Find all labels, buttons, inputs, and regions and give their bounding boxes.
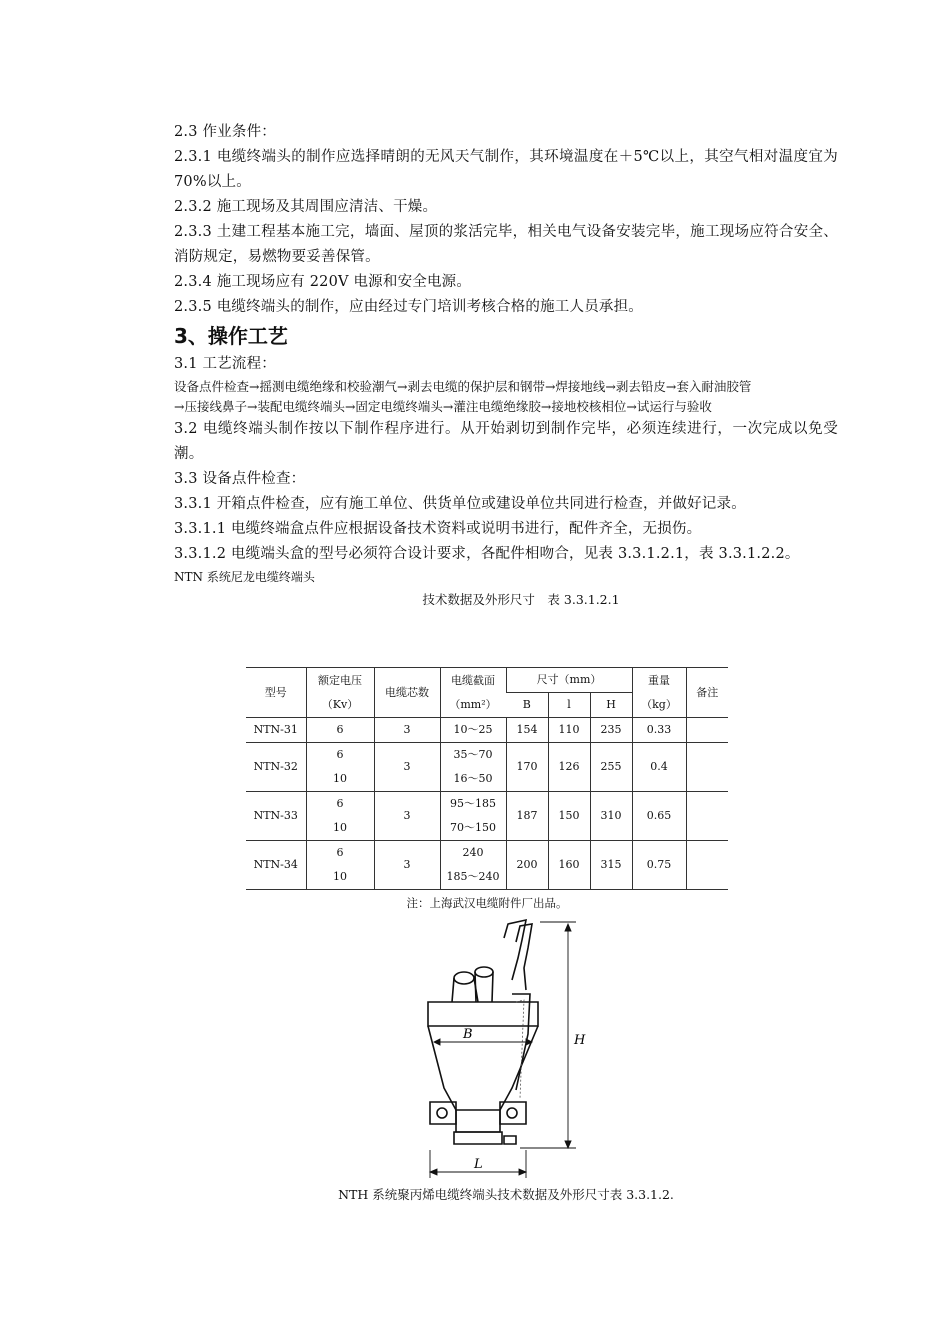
cell-model: NTN-33	[246, 792, 306, 841]
table-row	[246, 792, 728, 841]
cell-weight: 0.4	[632, 743, 686, 792]
header-model	[246, 668, 306, 718]
header-cores-text: 电缆芯数	[385, 685, 429, 699]
cell-b: 154	[506, 718, 548, 743]
cell-b: 187	[506, 792, 548, 841]
cell-voltage-a: 6	[336, 748, 344, 761]
header-voltage-unit: （Kv）	[321, 697, 359, 711]
header-size	[506, 668, 632, 693]
header-remark-text: 备注	[696, 685, 719, 699]
para-3-3: 3.3 设备点件检查：	[174, 471, 306, 487]
header-voltage-text: 额定电压	[318, 673, 362, 687]
cell-cores: 3	[374, 841, 440, 890]
cell-section-a: 240	[462, 846, 484, 859]
cell-section-b: 16～50	[453, 772, 493, 785]
section-heading-3: 3、操作工艺	[174, 324, 288, 348]
cell-section-a: 35～70	[453, 748, 493, 761]
cell-b: 170	[506, 743, 548, 792]
header-model-text: 型号	[264, 685, 287, 699]
header-b: B	[506, 693, 548, 718]
para-2-3-1: 2.3.1 电缆终端头的制作应选择晴朗的无风天气制作，其环境温度在＋5℃以上，其空气相对温度宜为70%以上。	[174, 149, 838, 190]
cell-cores: 3	[374, 792, 440, 841]
para-3-3-1: 3.3.1 开箱点件检查，应有施工单位、供货单位或建设单位共同进行检查，并做好记录。	[174, 496, 746, 512]
figure-caption: NTH 系统聚丙烯电缆终端头技术数据及外形尺寸表 3.3.1.2.	[338, 1187, 674, 1202]
terminal-head-drawing	[420, 918, 590, 1186]
cell-remark	[686, 792, 728, 841]
label-l: L	[474, 1157, 483, 1172]
cell-voltage-b: 10	[333, 772, 347, 785]
table-row	[246, 841, 728, 890]
para-3-3-1-2: 3.3.1.2 电缆端头盒的型号必须符合设计要求，各配件相吻合，见表 3.3.1.2.1，表 3.3.1.2.2。	[174, 546, 800, 562]
table-title: 技术数据及外形尺寸 表 3.3.1.2.1	[422, 592, 620, 607]
cell-voltage: 6	[306, 718, 374, 743]
ntn-subtitle: NTN 系统尼龙电缆终端头	[174, 570, 315, 584]
cell-remark	[686, 743, 728, 792]
header-weight	[632, 668, 686, 718]
cell-l: 150	[548, 792, 590, 841]
cell-h: 235	[590, 718, 632, 743]
cell-cores: 3	[374, 743, 440, 792]
cell-voltage-b: 10	[333, 821, 347, 834]
cell-voltage-a: 6	[336, 797, 344, 810]
cell-weight: 0.65	[632, 792, 686, 841]
header-size-text: 尺寸（mm）	[536, 673, 602, 686]
table-row	[246, 718, 728, 743]
header-section-unit: （mm²）	[449, 697, 497, 711]
spec-table	[246, 667, 728, 890]
cell-cores: 3	[374, 718, 440, 743]
cell-voltage	[306, 792, 374, 841]
cell-voltage-b: 10	[333, 870, 347, 883]
process-flow-line-2: →压接线鼻子→装配电缆终端头→固定电缆终端头→灌注电缆绝缘胶→接地校核相位→试运行与验收	[174, 399, 712, 414]
cell-h: 255	[590, 743, 632, 792]
header-cores	[374, 668, 440, 718]
cell-weight: 0.75	[632, 841, 686, 890]
header-l: l	[548, 693, 590, 718]
cell-section-a: 95～185	[450, 797, 496, 810]
cell-l: 160	[548, 841, 590, 890]
terminal-head-svg	[420, 918, 590, 1182]
para-2-3-3: 2.3.3 土建工程基本施工完，墙面、屋顶的浆活完毕，相关电气设备安装完毕，施工现场应符合安全、消防规定，易燃物要妥善保管。	[174, 224, 838, 265]
cell-h: 315	[590, 841, 632, 890]
table-row	[246, 743, 728, 792]
cell-model: NTN-32	[246, 743, 306, 792]
cell-remark	[686, 718, 728, 743]
cell-voltage-a: 6	[336, 846, 344, 859]
cell-h: 310	[590, 792, 632, 841]
para-2-3: 2.3 作业条件：	[174, 124, 276, 140]
cell-l: 126	[548, 743, 590, 792]
cell-model: NTN-34	[246, 841, 306, 890]
header-voltage	[306, 668, 374, 718]
header-section-text: 电缆截面	[451, 673, 495, 687]
header-h: H	[590, 693, 632, 718]
document-body	[174, 120, 838, 611]
para-3-2: 3.2 电缆终端头制作按以下制作程序进行。从开始剥切到制作完毕，必须连续进行，一次完成以免受潮。	[174, 421, 838, 462]
cell-section	[440, 792, 506, 841]
cell-voltage	[306, 743, 374, 792]
table-note: 注：上海武汉电缆附件厂出品。	[406, 896, 568, 910]
cell-section	[440, 841, 506, 890]
cell-section: 10～25	[440, 718, 506, 743]
header-section	[440, 668, 506, 718]
header-weight-unit: （kg）	[641, 697, 677, 711]
cell-voltage	[306, 841, 374, 890]
label-h: H	[574, 1033, 586, 1048]
cell-section	[440, 743, 506, 792]
para-3-1: 3.1 工艺流程：	[174, 356, 276, 372]
figure-caption-block	[174, 1184, 838, 1206]
header-remark	[686, 668, 728, 718]
cell-remark	[686, 841, 728, 890]
para-2-3-4: 2.3.4 施工现场应有 220V 电源和安全电源。	[174, 274, 472, 290]
cell-weight: 0.33	[632, 718, 686, 743]
cell-section-b: 185～240	[446, 870, 500, 883]
header-weight-text: 重量	[648, 673, 670, 687]
cell-b: 200	[506, 841, 548, 890]
cell-model: NTN-31	[246, 718, 306, 743]
cell-section-b: 70～150	[450, 821, 496, 834]
para-2-3-5: 2.3.5 电缆终端头的制作，应由经过专门培训考核合格的施工人员承担。	[174, 299, 644, 315]
cell-l: 110	[548, 718, 590, 743]
para-2-3-2: 2.3.2 施工现场及其周围应清洁、干燥。	[174, 199, 438, 215]
para-3-3-1-1: 3.3.1.1 电缆终端盒点件应根据设备技术资料或说明书进行，配件齐全，无损伤。	[174, 521, 702, 537]
label-b: B	[463, 1027, 473, 1042]
process-flow-line-1: 设备点件检查→摇测电缆绝缘和校验潮气→剥去电缆的保护层和钢带→焊接地线→剥去铅皮→套入耐油胶管	[174, 379, 752, 394]
